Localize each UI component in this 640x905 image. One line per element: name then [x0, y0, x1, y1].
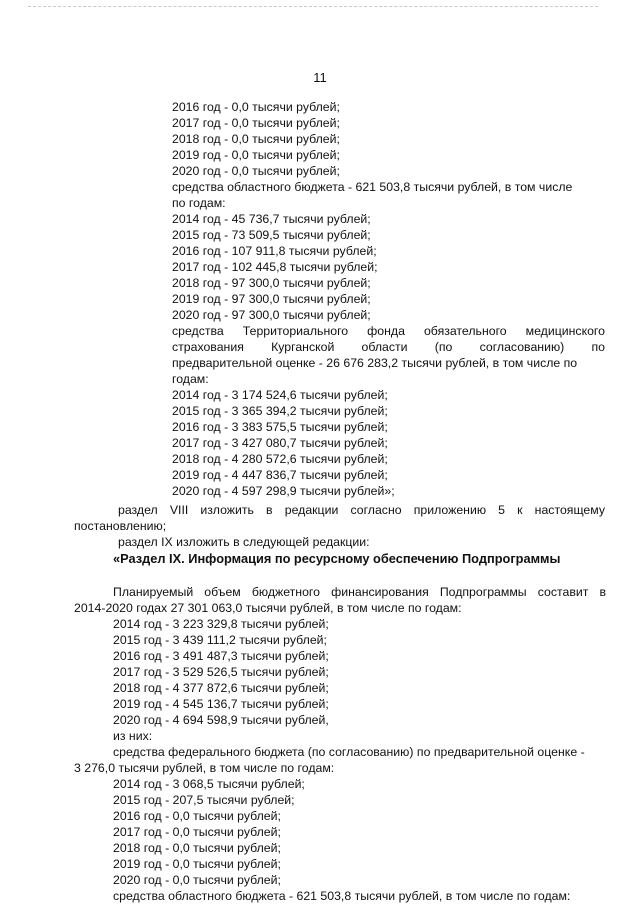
text-line: средства областного бюджета - 621 503,8 тысячи рублей, в том числе по годам:: [113, 889, 571, 903]
text-line: 2020 год - 4 694 598,9 тысячи рублей,: [113, 713, 329, 727]
text-line: 2020 год - 0,0 тысячи рублей;: [113, 873, 281, 887]
text-line: 2017 год - 0,0 тысячи рублей;: [172, 116, 340, 130]
text-line: раздел VIII изложить в редакции согласно приложению 5 к настоящему: [118, 503, 605, 517]
text-line: 2019 год - 0,0 тысячи рублей;: [172, 148, 340, 162]
text-line: 2017 год - 0,0 тысячи рублей;: [113, 825, 281, 839]
text-line: 2017 год - 3 427 080,7 тысячи рублей;: [172, 436, 388, 450]
text-line: 2014-2020 годах 27 301 063,0 тысячи рублей, в том числе по годам:: [74, 601, 462, 615]
text-line: раздел IX изложить в следующей редакции:: [118, 535, 370, 549]
text-line: 2016 год - 0,0 тысячи рублей;: [113, 809, 281, 823]
text-line: 2014 год - 3 174 524,6 тысячи рублей;: [172, 388, 388, 402]
text-line: средства федерального бюджета (по согласованию) по предварительной оценке -: [113, 745, 585, 759]
text-line: страхования Курганской области (по согласованию) по: [172, 340, 605, 354]
text-line: 2020 год - 4 597 298,9 тысячи рублей»;: [172, 484, 395, 498]
text-line: 2018 год - 97 300,0 тысячи рублей;: [172, 276, 371, 290]
text-line: 2015 год - 3 365 394,2 тысячи рублей;: [172, 404, 388, 418]
text-line: из них:: [113, 729, 153, 743]
text-line: средства областного бюджета - 621 503,8 тысячи рублей, в том числе: [172, 180, 573, 194]
text-line: 2019 год - 97 300,0 тысячи рублей;: [172, 292, 371, 306]
text-line: 3 276,0 тысячи рублей, в том числе по годам:: [74, 761, 335, 775]
text-line: предварительной оценке - 26 676 283,2 тысячи рублей, в том числе по: [172, 356, 578, 370]
text-line: 2016 год - 107 911,8 тысячи рублей;: [172, 244, 377, 258]
text-line: 2014 год - 3 068,5 тысячи рублей;: [113, 777, 305, 791]
scan-artifact-line: [28, 6, 598, 13]
text-line: 2020 год - 0,0 тысячи рублей;: [172, 164, 340, 178]
text-line: 2017 год - 3 529 526,5 тысячи рублей;: [113, 665, 329, 679]
text-line: 2018 год - 4 280 572,6 тысячи рублей;: [172, 452, 388, 466]
text-line: 2016 год - 3 383 575,5 тысячи рублей;: [172, 420, 388, 434]
text-line: 2019 год - 0,0 тысячи рублей;: [113, 857, 281, 871]
text-line: средства Территориального фонда обязательного медицинского: [172, 324, 605, 338]
text-line: по годам:: [172, 196, 226, 210]
text-line: 2016 год - 3 491 487,3 тысячи рублей;: [113, 649, 329, 663]
text-line: 2016 год - 0,0 тысячи рублей;: [172, 100, 340, 114]
page-number: 11: [313, 70, 327, 85]
text-line: 2020 год - 97 300,0 тысячи рублей;: [172, 308, 371, 322]
text-line: 2019 год - 4 447 836,7 тысячи рублей;: [172, 468, 388, 482]
text-line: годам:: [172, 372, 209, 386]
text-line: 2017 год - 102 445,8 тысячи рублей;: [172, 260, 378, 274]
text-line: 2015 год - 3 439 111,2 тысячи рублей;: [113, 633, 327, 647]
text-line: Планируемый объем бюджетного финансирования Подпрограммы составит в: [113, 585, 606, 599]
text-line: 2018 год - 0,0 тысячи рублей;: [113, 841, 281, 855]
text-line: 2018 год - 0,0 тысячи рублей;: [172, 132, 340, 146]
text-line: 2014 год - 3 223 329,8 тысячи рублей;: [113, 617, 329, 631]
text-line: 2015 год - 207,5 тысячи рублей;: [113, 793, 295, 807]
text-line: 2015 год - 73 509,5 тысячи рублей;: [172, 228, 371, 242]
text-line: 2014 год - 45 736,7 тысячи рублей;: [172, 212, 371, 226]
text-line: постановлению;: [74, 519, 167, 533]
section-heading: «Раздел IX. Информация по ресурсному обеспечению Подпрограммы: [113, 551, 561, 566]
text-line: 2019 год - 4 545 136,7 тысячи рублей;: [113, 697, 329, 711]
text-line: 2018 год - 4 377 872,6 тысячи рублей;: [113, 681, 329, 695]
